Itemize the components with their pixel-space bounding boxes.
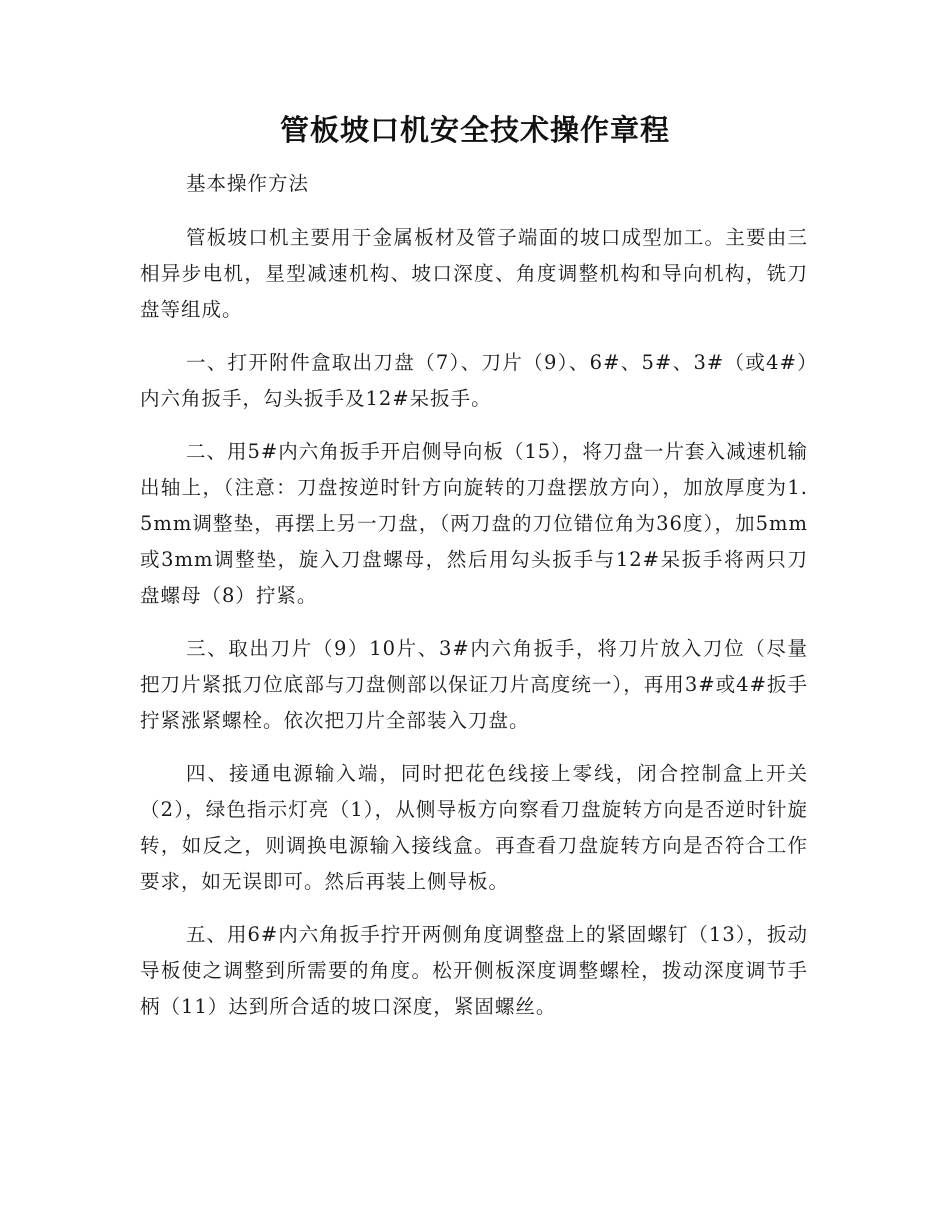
intro-paragraph: 管板坡口机主要用于金属板材及管子端面的坡口成型加工。主要由三相异步电机，星型减速机构、坡口深度、角度调整机构和导向机构，铣刀盘等组成。 xyxy=(140,226,808,321)
document-body xyxy=(140,166,808,1042)
step-4-paragraph: 四、接通电源输入端，同时把花色线接上零线，闭合控制盒上开关（2），绿色指示灯亮（1），从侧导板方向察看刀盘旋转方向是否逆时针旋转，如反之，则调换电源输入接线盒。再查看刀盘旋转方向是否符合工作要求，如无误即可。然后再装上侧导板。 xyxy=(140,762,808,893)
step-3-paragraph: 三、取出刀片（9）10片、3#内六角扳手，将刀片放入刀位（尽量把刀片紧抵刀位底部与刀盘侧部以保证刀片高度统一），再用3#或4#扳手拧紧涨紧螺栓。依次把刀片全部装入刀盘。 xyxy=(140,637,808,732)
step-5-paragraph: 五、用6#内六角扳手拧开两侧角度调整盘上的紧固螺钉（13），扳动导板使之调整到所需要的角度。松开侧板深度调整螺栓，拨动深度调节手柄（11）达到所合适的坡口深度，紧固螺丝。 xyxy=(140,923,808,1018)
document-title: 管板坡口机安全技术操作章程 xyxy=(279,113,670,147)
section-heading: 基本操作方法 xyxy=(186,172,310,195)
step-2-paragraph: 二、用5#内六角扳手开启侧导向板（15），将刀盘一片套入减速机输出轴上，（注意：刀盘按逆时针方向旋转的刀盘摆放方向），加放厚度为1.5mm调整垫，再摆上另一刀盘，（两刀盘的刀位错位角为36度），加5mm或3mm调整垫，旋入刀盘螺母，然后用勾头扳手与12#呆扳手将两只刀盘螺母（8）拧紧。 xyxy=(140,440,808,607)
step-1-paragraph: 一、打开附件盒取出刀盘（7）、刀片（9）、6#、5#、3#（或4#）内六角扳手，勾头扳手及12#呆扳手。 xyxy=(140,351,808,410)
